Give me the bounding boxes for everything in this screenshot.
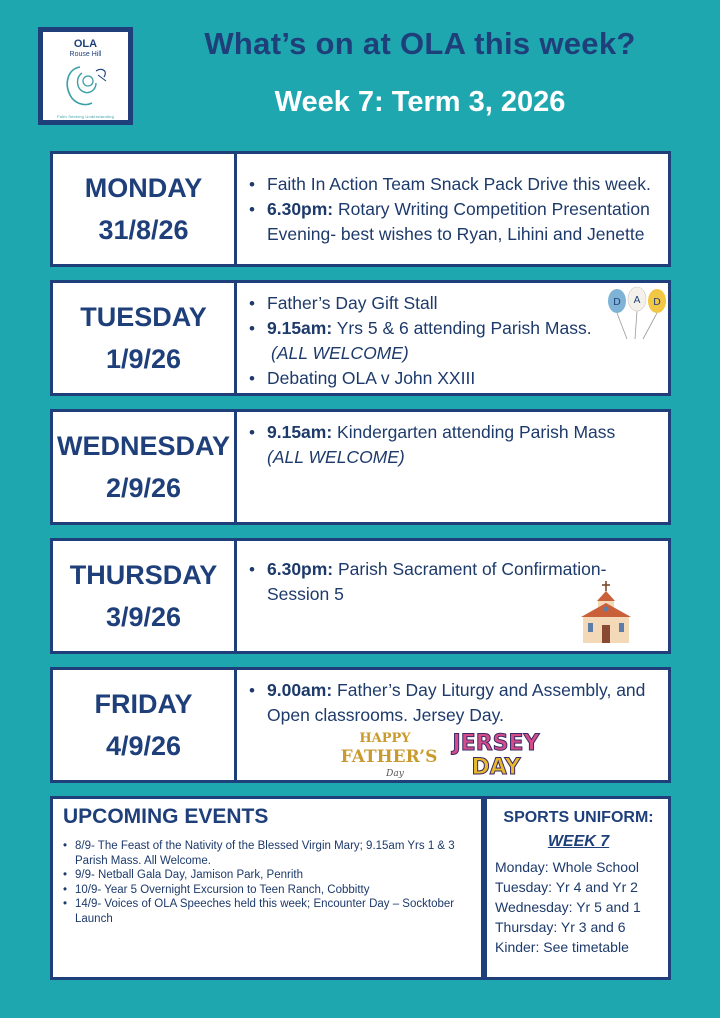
mother-child-icon bbox=[58, 61, 114, 113]
balloons-icon bbox=[605, 287, 669, 343]
day-name: TUESDAY bbox=[80, 302, 207, 332]
day-name: WEDNESDAY bbox=[56, 431, 231, 461]
day-label bbox=[53, 670, 237, 780]
jersey-day-sticker bbox=[441, 728, 551, 780]
day-row-monday bbox=[50, 151, 671, 267]
sports-line: Monday: Whole School bbox=[495, 859, 639, 875]
day-label bbox=[53, 154, 237, 264]
event-item: • Father’s Day Gift Stall bbox=[249, 291, 658, 316]
sports-line: Tuesday: Yr 4 and Yr 2 bbox=[495, 879, 638, 895]
day-events bbox=[237, 670, 668, 780]
logo-tagline: Faith Seeking Understanding bbox=[57, 114, 114, 119]
svg-text:HAPPY: HAPPY bbox=[359, 731, 411, 746]
day-row-tuesday bbox=[50, 280, 671, 396]
event-item: • Debating OLA v John XXIII bbox=[249, 366, 658, 391]
day-events bbox=[237, 541, 668, 651]
upcoming-item: • 8/9- The Feast of the Nativity of the Blessed Virgin Mary; 9.15am Yrs 1 & 3 Parish Mass. All Welcome. bbox=[63, 839, 473, 868]
logo-name: OLA bbox=[73, 38, 98, 50]
sports-line: Kinder: See timetable bbox=[495, 939, 629, 955]
school-logo bbox=[38, 27, 133, 125]
day-row-friday bbox=[50, 667, 671, 783]
sports-week: WEEK 7 bbox=[547, 833, 610, 850]
event-item: • 9.00am: Father’s Day Liturgy and Assembly, and Open classrooms. Jersey Day. bbox=[249, 678, 658, 728]
event-note: (ALL WELCOME) bbox=[267, 447, 405, 467]
sports-uniform-panel bbox=[484, 796, 671, 980]
page-title: What’s on at OLA this week? bbox=[204, 26, 636, 61]
event-note: (ALL WELCOME) bbox=[271, 343, 409, 363]
balloon-letter: A bbox=[633, 295, 641, 306]
event-item: • Faith In Action Team Snack Pack Drive this week. bbox=[249, 172, 658, 197]
event-item: • 6.30pm: Parish Sacrament of Confirmation- Session 5 bbox=[249, 557, 658, 607]
day-date: 2/9/26 bbox=[105, 473, 182, 503]
upcoming-title: UPCOMING EVENTS bbox=[63, 805, 269, 828]
upcoming-item: • 10/9- Year 5 Overnight Excursion to Teen Ranch, Cobbitty bbox=[63, 883, 473, 898]
sports-line: Thursday: Yr 3 and 6 bbox=[495, 919, 626, 935]
svg-text:DAY: DAY bbox=[471, 755, 521, 780]
day-date: 31/8/26 bbox=[98, 215, 189, 245]
balloon-letter: D bbox=[613, 297, 621, 308]
upcoming-events-panel bbox=[50, 796, 484, 980]
day-label bbox=[53, 541, 237, 651]
svg-text:FATHER’S: FATHER’S bbox=[340, 747, 438, 767]
day-row-wednesday bbox=[50, 409, 671, 525]
day-label bbox=[53, 412, 237, 522]
day-name: FRIDAY bbox=[94, 689, 193, 719]
day-row-thursday bbox=[50, 538, 671, 654]
day-date: 3/9/26 bbox=[105, 602, 182, 632]
church-icon bbox=[577, 579, 635, 645]
day-events bbox=[237, 154, 668, 264]
sports-line: Wednesday: Yr 5 and 1 bbox=[495, 899, 641, 915]
event-item: • 9.15am: Yrs 5 & 6 attending Parish Mass. bbox=[249, 316, 658, 341]
day-date: 1/9/26 bbox=[105, 344, 182, 374]
day-label bbox=[53, 283, 237, 393]
day-date: 4/9/26 bbox=[105, 731, 182, 761]
balloon-letter: D bbox=[653, 297, 661, 308]
logo-location: Rouse Hill bbox=[69, 51, 102, 58]
day-name: MONDAY bbox=[84, 173, 203, 203]
upcoming-item: • 14/9- Voices of OLA Speeches held this week; Encounter Day – Socktober Launch bbox=[63, 897, 473, 926]
day-events bbox=[237, 283, 668, 393]
page-subtitle: Week 7: Term 3, 2026 bbox=[274, 86, 566, 118]
sports-title: SPORTS UNIFORM: bbox=[503, 809, 654, 826]
event-item: • 9.15am: Kindergarten attending Parish Mass bbox=[249, 420, 658, 445]
day-name: THURSDAY bbox=[69, 560, 218, 590]
event-item: • 6.30pm: Rotary Writing Competition Presentation Evening- best wishes to Ryan, Lihini and Jenette bbox=[249, 197, 658, 247]
svg-text:Day: Day bbox=[386, 769, 404, 779]
svg-text:JERSEY: JERSEY bbox=[452, 731, 540, 756]
happy-fathers-day-sticker bbox=[340, 728, 438, 780]
day-events bbox=[237, 412, 668, 522]
upcoming-item: • 9/9- Netball Gala Day, Jamison Park, Penrith bbox=[63, 868, 473, 883]
